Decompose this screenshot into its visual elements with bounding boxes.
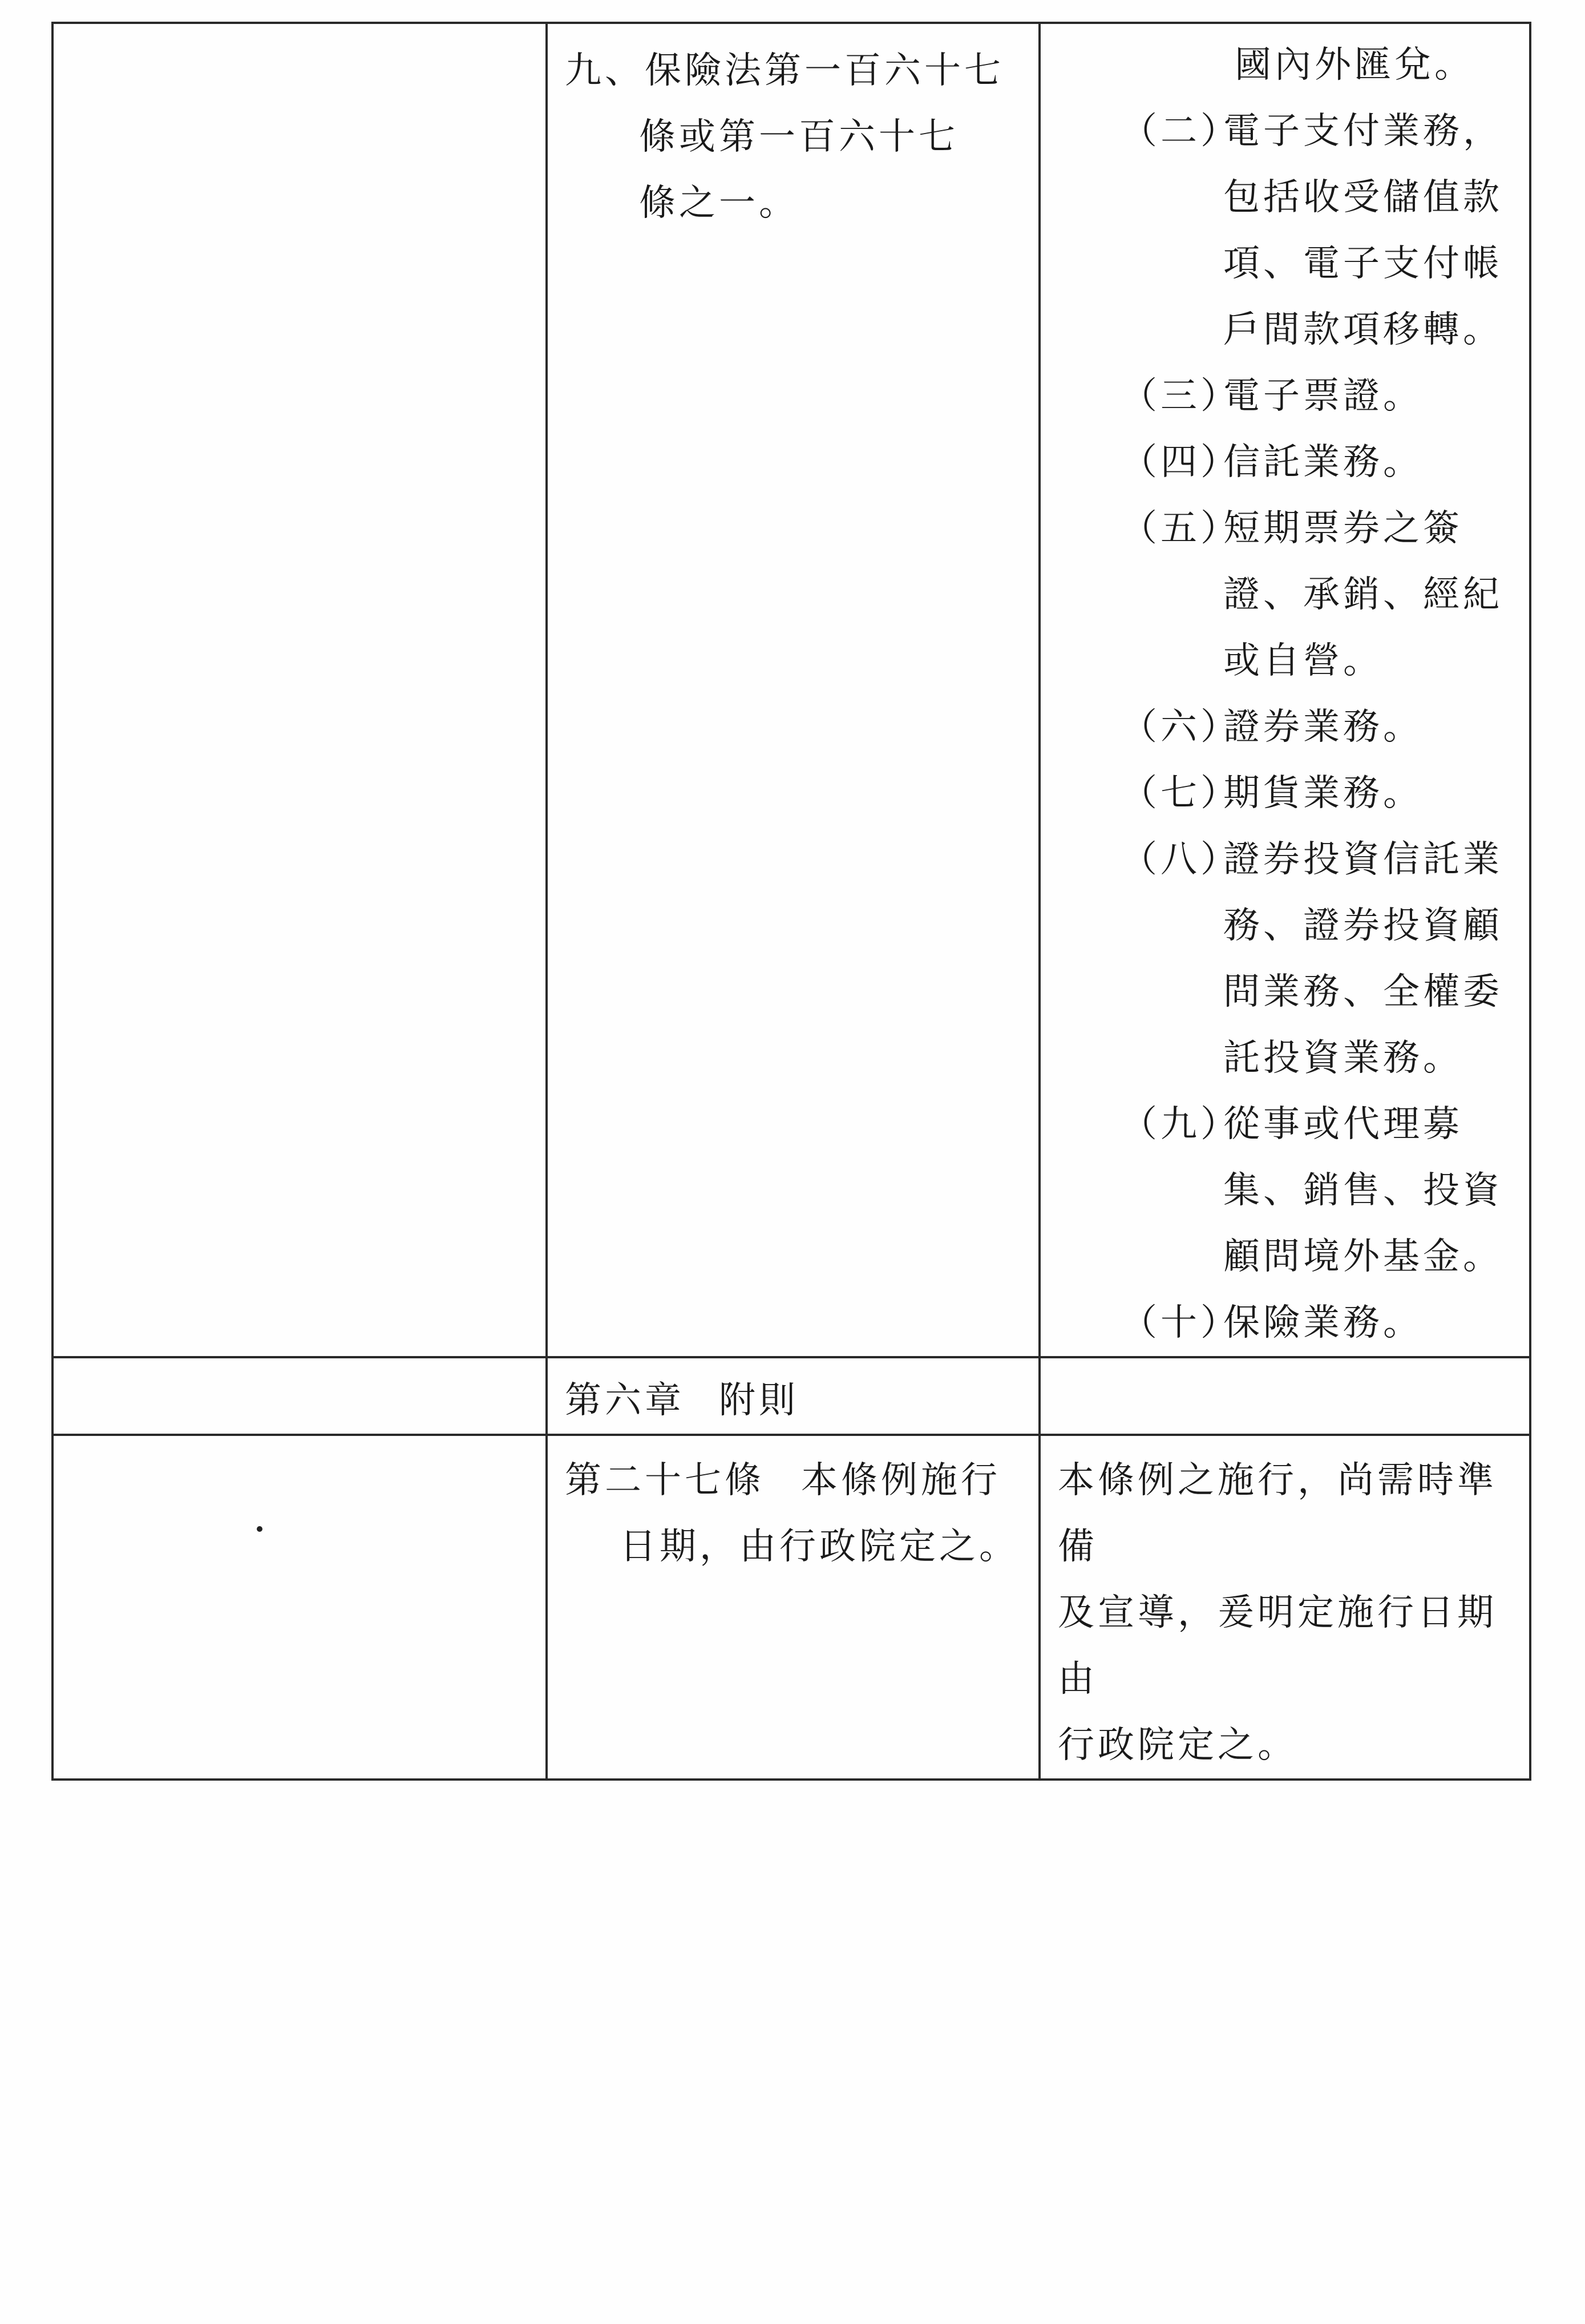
item-number: （八） (1121, 838, 1240, 881)
item-number: （六） (1121, 706, 1240, 748)
article-text-cell (547, 23, 1040, 1357)
list-item (1121, 760, 1518, 826)
list-item (1121, 495, 1518, 694)
empty-cell (52, 1435, 547, 1780)
item-number: （二） (1121, 110, 1240, 152)
table-row (52, 1435, 1530, 1780)
item-line: 務、證券投資顧 (1223, 905, 1503, 947)
empty-cell (52, 23, 547, 1357)
article-number: 第二十七條 (565, 1459, 765, 1502)
item-number: （三） (1121, 375, 1240, 417)
item-line: 條之一。 (639, 182, 799, 224)
law-comparison-table (51, 22, 1531, 1781)
list-item (548, 24, 1038, 236)
item-line: 顧問境外基金。 (1223, 1236, 1503, 1278)
item-number: （九） (1121, 1103, 1240, 1145)
item-line: 電子票證。 (1223, 375, 1423, 417)
explanation-cell (1040, 1435, 1530, 1780)
item-line: 證券投資信託業 (1223, 838, 1503, 881)
chapter-heading (548, 1358, 1038, 1434)
item-line: 託投資業務。 (1223, 1037, 1463, 1079)
table-row (52, 1357, 1530, 1435)
item-line: 保險業務。 (1223, 1302, 1423, 1344)
chapter-name: 附則 (719, 1379, 799, 1422)
item-number: （七） (1121, 772, 1240, 814)
explanation-line: 行政院定之。 (1058, 1724, 1297, 1766)
table-row (52, 23, 1530, 1357)
item-line: 電子支付業務， (1223, 110, 1503, 152)
list-item (1121, 1290, 1518, 1356)
item-line: 包括收受儲值款 (1223, 176, 1503, 219)
item-line: 期貨業務。 (1223, 772, 1423, 814)
item-number: （五） (1121, 507, 1240, 550)
explanation-text (1041, 1436, 1529, 1778)
item-line: 信託業務。 (1223, 441, 1423, 483)
list-item (1121, 98, 1518, 363)
list-item (1121, 363, 1518, 429)
chapter-number: 第六章 (565, 1379, 685, 1422)
item-line: 問業務、全權委 (1223, 971, 1503, 1013)
item-number: （四） (1121, 441, 1240, 483)
item-line: 條或第一百六十七 (639, 116, 959, 158)
item-line: 從事或代理募 (1223, 1103, 1463, 1145)
list-item: 國內外匯兌。 (1235, 44, 1474, 86)
explanation-line: 本條例之施行，尚需時準備 (1058, 1459, 1497, 1568)
empty-cell (1040, 1357, 1530, 1435)
explanation-line: 及宣導，爰明定施行日期由 (1058, 1592, 1497, 1700)
item-line: 戶間款項移轉。 (1223, 309, 1503, 351)
item-line: 證券業務。 (1223, 706, 1423, 748)
item-line: 或自營。 (1223, 640, 1383, 682)
item-line: 證、承銷、經紀 (1223, 574, 1503, 616)
list-item (1121, 694, 1518, 760)
item-number: （十） (1121, 1302, 1240, 1344)
empty-cell (52, 1357, 547, 1435)
item-label: 九、 (565, 50, 645, 92)
list-item (1121, 429, 1518, 495)
item-line: 保險法第一百六十七 (645, 50, 1004, 92)
article-line: 本條例施行 (801, 1459, 1001, 1502)
item-line: 短期票券之簽 (1223, 507, 1463, 550)
list-item (1121, 1091, 1518, 1290)
list-item (1121, 826, 1518, 1091)
explanation-cell (1040, 23, 1530, 1357)
chapter-heading-cell (547, 1357, 1040, 1435)
article-text (548, 1436, 1038, 1580)
article-line: 日期，由行政院定之。 (620, 1526, 1019, 1568)
item-line: 集、銷售、投資 (1223, 1169, 1503, 1212)
item-line: 項、電子支付帳 (1223, 243, 1503, 285)
article-text-cell (547, 1435, 1040, 1780)
enumeration-list (1041, 24, 1529, 1356)
scan-speck (257, 1526, 262, 1532)
